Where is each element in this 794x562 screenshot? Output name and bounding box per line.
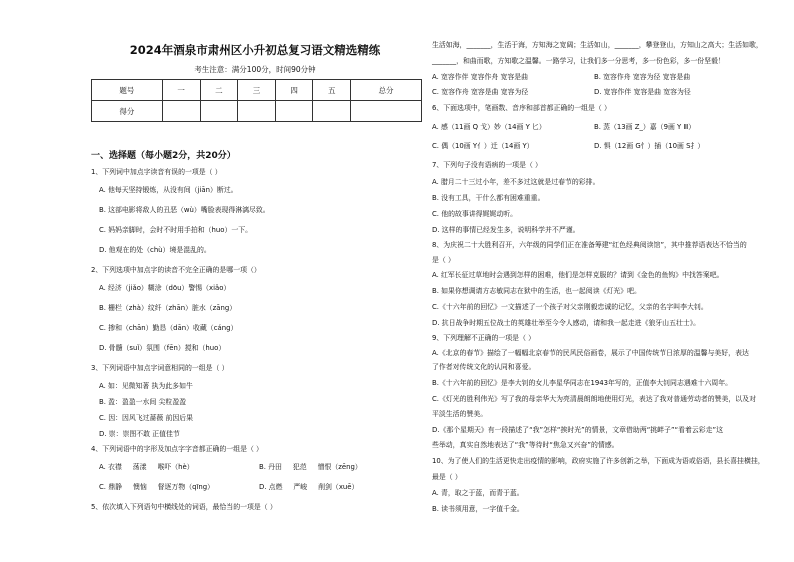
option-4a-word3: 喉吓（hè） [157, 463, 194, 471]
question-4: 4、下列词语中的字形及加点字字音都正确的一组是（ ） [91, 445, 263, 453]
option-4d-word1: D. 点燃 [259, 483, 283, 491]
exam-notice: 考生注意：满分100分，时间90分钟 [194, 65, 316, 74]
score-table-score-row [92, 101, 422, 122]
option-4c [99, 483, 214, 492]
question-6: 6、下面选项中，笔画数、音序和部首都正确的一组是（ ） [432, 104, 611, 112]
option-6c: C. 偶（10画 Y亻）迁（14画 Y） [432, 142, 534, 150]
option-4a-word2: 荡漾 [132, 463, 147, 471]
score-cell[interactable] [351, 101, 422, 122]
option-5b: B. 宽容作舟 宽容为径 宽容是曲 [594, 73, 691, 81]
score-cell[interactable] [275, 101, 313, 122]
score-table [91, 79, 422, 122]
option-4d-word3: 削剑（xuē） [318, 483, 359, 491]
question-10-cont: 最是（ ） [432, 473, 462, 481]
option-4b-word1: B. 丹田 [259, 463, 282, 471]
option-4a-word1: A. 衣襟 [99, 463, 122, 471]
option-3b: B. 盈：盈盈一水间 尖粒盈盈 [99, 398, 187, 406]
score-table-header-row [92, 80, 422, 101]
option-7b: B. 没有工具，干什么都有困难重重。 [432, 194, 545, 202]
question-5: 5、依次填入下列语句中横线处的词语，最恰当的一项是（ ） [91, 503, 277, 511]
option-9c: C.《灯光的胜利伟光》写了我的母亲华大为亮清晨朗朗地使用灯光，表达了我对普通劳动者的赞美，以及对 [432, 395, 756, 403]
option-4c-word1: C. 鼎静 [99, 483, 122, 491]
option-10a: A. 青，取之于蓝，而青于蓝。 [432, 489, 524, 497]
option-1d: D. 他观在的处（chù）境是混乱的。 [99, 246, 211, 254]
option-7d: D. 这样的事情已经发生多，说明科学并不严谨。 [432, 226, 580, 234]
option-4a [99, 463, 194, 472]
question-8-cont: 是（ ） [432, 256, 455, 264]
score-header-cell: 五 [313, 80, 351, 101]
score-cell[interactable] [200, 101, 238, 122]
passage-line-1: 生活如海，_______，生活于海，方知海之宽阔；生活如山，_______，攀登登山，方知山之高大；生活如歌， [432, 41, 763, 49]
score-header-cell: 总分 [351, 80, 422, 101]
score-cell[interactable] [313, 101, 351, 122]
question-9: 9、下列理解不正确的一项是（ ） [432, 334, 536, 342]
option-6d: D. 惧（12画 G忄）插（10画 S扌） [594, 142, 705, 150]
option-10b: B. 读书须用意，一字值千金。 [432, 505, 524, 513]
option-3d: D. 崇：崇图不敢 正值佳节 [99, 430, 180, 438]
option-6a: A. 感（11画 Q 戈）妙（14画 Y 匕） [432, 123, 546, 131]
question-7: 7、下列句子没有语病的一项是（ ） [432, 161, 542, 169]
option-4b-word2: 犯范 [292, 463, 307, 471]
question-10: 10、为了使人们的生活更快走出疫情的影响，政府实施了许多创新之举，下面成为语或俗语，县长喜挂横挂， [432, 457, 765, 465]
score-header-cell: 四 [275, 80, 313, 101]
option-8c: C.《十六年前的回忆》一文描述了一个孩子对父亲刚毅忠诚的记忆，父亲的名字叫李大钊。 [432, 303, 708, 311]
score-row-label: 得分 [92, 101, 163, 122]
option-1a: A. 他每天坚持锻炼，从没有间（jiān）断过。 [99, 186, 238, 194]
option-4b [259, 463, 362, 472]
option-8b: B. 如果你想调请方志敏同志在狱中的生活，也一起阅读《灯光》吧。 [432, 287, 641, 295]
option-1c: C. 妈妈亲脚时，会时不时用手拍和（huo）一下。 [99, 226, 253, 234]
option-9b: B.《十六年前的回忆》是李大钊的女儿李星华同志在1943年写的，正值李大钊同志遇难十六周年。 [432, 379, 733, 387]
option-5d: D. 宽容作伴 宽容是曲 宽容为径 [594, 88, 691, 96]
passage-line-2: _______，和曲而歌，方知歌之温馨。一路学习，让我们多一分思考，多一份色彩，多一份坚毅！ [432, 57, 725, 65]
question-2: 2、下列选项中加点字的读音不完全正确的是哪一项（） [91, 266, 261, 274]
option-9a: A.《北京的春节》描绘了一幅幅北京春节的民风民俗画卷，展示了中国传统节日浓厚的温馨与美好，表达 [432, 349, 749, 357]
question-1: 1、下列词中加点字读音有误的一项是（ ） [91, 168, 222, 176]
option-9d-cont: 些举动，真实自然地表达了“我”等待时“焦急又兴奋”的情感。 [432, 441, 619, 449]
score-header-cell: 题号 [92, 80, 163, 101]
option-7c: C. 他的故事讲得娓娓动听。 [432, 210, 517, 218]
exam-title: 2024年酒泉市肃州区小升初总复习语文精选精练 [129, 43, 381, 57]
option-4d [259, 483, 358, 492]
option-8a: A. 红军长征过草地时会遇到怎样的困难，他们是怎样克服的？请到《金色的鱼钩》中找答案吧。 [432, 271, 724, 279]
score-cell[interactable] [162, 101, 200, 122]
score-cell[interactable] [238, 101, 276, 122]
score-header-cell: 三 [238, 80, 276, 101]
option-9a-cont: 了作者对传统文化的认同和喜爱。 [432, 363, 536, 371]
option-2a: A. 经济（jiǎo）糊涂（dōu）警惕（xiǎo） [99, 284, 231, 292]
option-9c-cont: 平淡生活的赞美。 [432, 410, 488, 418]
option-3a: A. 如：见微知著 执为此多如牛 [99, 382, 193, 390]
option-5a: A. 宽容作伴 宽容作舟 宽容是曲 [432, 73, 529, 81]
option-5c: C. 宽容作舟 宽容是曲 宽容为径 [432, 88, 529, 96]
option-7a: A. 腊月二十三过小年，差不多过这就是过春节的彩排。 [432, 178, 600, 186]
option-2d: D. 骨髓（suǐ）氛围（fēn）搅和（huo） [99, 344, 226, 352]
score-header-cell: 二 [200, 80, 238, 101]
option-3c: C. 因：因风飞过蔷薇 前因后果 [99, 414, 194, 422]
score-header-cell: 一 [162, 80, 200, 101]
question-8: 8、为庆祝二十大胜利召开，六年级的同学们正在准备筹建“红色经典阅读馆”，其中推荐语表达不恰当的 [432, 241, 747, 249]
option-2c: C. 掺和（chān）勤恳（dān）收藏（cáng） [99, 324, 238, 332]
option-2b: B. 栅栏（zhà）纹纤（zhān）脏水（zāng） [99, 304, 237, 312]
option-4c-word2: 懊恼 [132, 483, 147, 491]
section-title: 一、选择题（每小题2分，共20分） [91, 151, 236, 161]
option-9d: D.《那个星期天》有一段描述了“我”怎样“挨时光”的情景，文章借助两“挑衅子”“看着云彩走”这 [432, 426, 724, 434]
option-6b: B. 蒸（13画 Z_）嘉（9画 Y Ⅲ） [594, 123, 696, 131]
option-4c-word3: 督逐万物（qīng） [157, 483, 215, 491]
option-8d: D. 抗日战争时期五位战士的英雄壮举至今令人感动，请和我一起走进《狼牙山五壮士》。 [432, 319, 701, 327]
option-1b: B. 这部电影将敌人的丑恶（wù）嘴脸表现得淋漓尽致。 [99, 206, 270, 214]
option-4d-word2: 严峻 [293, 483, 308, 491]
option-4b-word3: 憎恨（zēng） [317, 463, 362, 471]
question-3: 3、下列词语中加点字词意相同的一组是（ ） [91, 364, 229, 372]
